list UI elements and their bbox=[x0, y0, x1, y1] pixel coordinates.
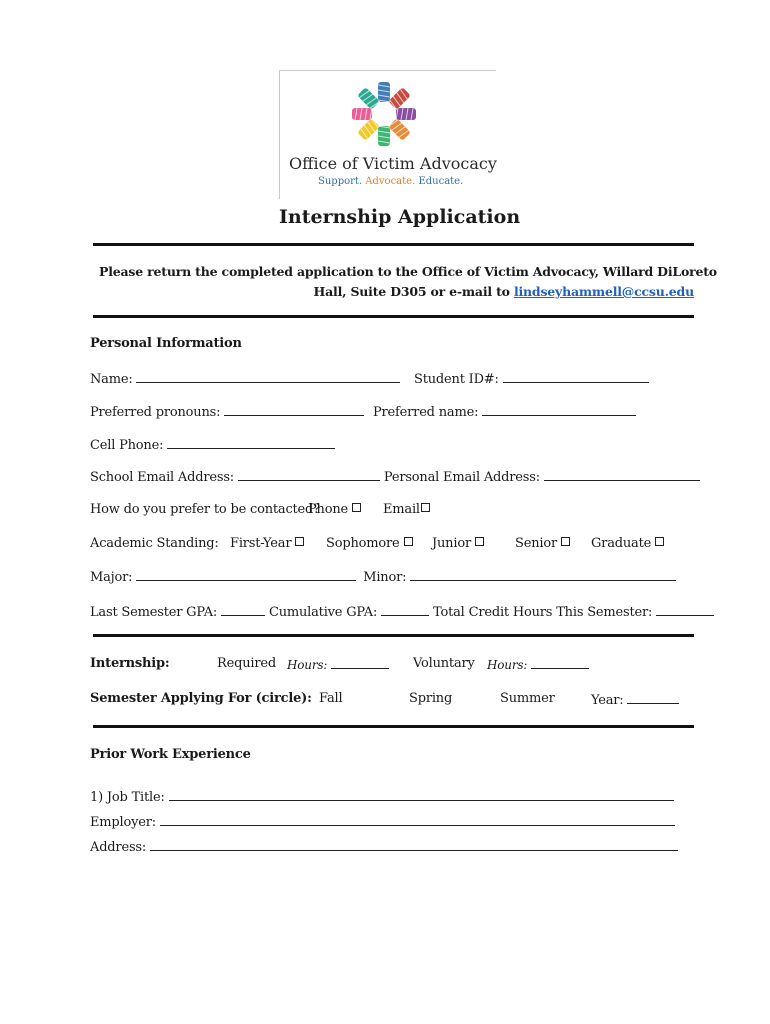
job-title-field[interactable] bbox=[169, 788, 674, 801]
credits-label: Total Credit Hours This Semester: bbox=[433, 605, 653, 620]
cum-gpa-field[interactable] bbox=[381, 603, 429, 616]
preferred-name-label: Preferred name: bbox=[373, 405, 479, 420]
sophomore-label: Sophomore bbox=[326, 536, 400, 551]
divider bbox=[93, 243, 694, 246]
school-email-label: School Email Address: bbox=[90, 470, 234, 485]
standing-option-junior[interactable] bbox=[432, 536, 484, 551]
job-title-label: 1) Job Title: bbox=[90, 790, 165, 805]
internship-label: Internship: bbox=[90, 656, 170, 671]
instructions-line-2 bbox=[314, 284, 694, 299]
logo-name: Office of Victim Advocacy bbox=[289, 154, 497, 173]
pronouns-label: Preferred pronouns: bbox=[90, 405, 221, 420]
standing-label: Academic Standing: bbox=[90, 536, 219, 551]
address-label: Address: bbox=[90, 840, 147, 855]
preferred-name-field[interactable] bbox=[482, 403, 636, 416]
semester-label: Semester Applying For (circle): bbox=[90, 691, 312, 706]
major-label: Major: bbox=[90, 570, 133, 585]
junior-checkbox[interactable] bbox=[475, 537, 484, 546]
student-id-field[interactable] bbox=[503, 370, 649, 383]
row-address bbox=[90, 838, 678, 855]
divider bbox=[93, 315, 694, 318]
row-contact bbox=[90, 502, 320, 517]
voluntary-hours-label: Hours: bbox=[487, 658, 528, 672]
first-year-checkbox[interactable] bbox=[295, 537, 304, 546]
required-hours-field[interactable] bbox=[331, 656, 389, 669]
semester-spring[interactable]: Spring bbox=[409, 691, 453, 706]
row-emails bbox=[90, 468, 700, 485]
semester-summer[interactable]: Summer bbox=[500, 691, 555, 706]
graduate-checkbox[interactable] bbox=[655, 537, 664, 546]
graduate-label: Graduate bbox=[591, 536, 652, 551]
school-email-field[interactable] bbox=[238, 468, 380, 481]
first-year-label: First-Year bbox=[230, 536, 292, 551]
address-field[interactable] bbox=[150, 838, 678, 851]
year-label: Year: bbox=[591, 693, 624, 708]
row-employer bbox=[90, 813, 675, 830]
contact-option-email[interactable] bbox=[383, 502, 430, 517]
personal-email-label: Personal Email Address: bbox=[383, 470, 540, 485]
junior-label: Junior bbox=[432, 536, 471, 551]
row-name bbox=[90, 370, 400, 387]
employer-field[interactable] bbox=[160, 813, 675, 826]
standing-option-first-year[interactable] bbox=[230, 536, 304, 551]
credits-field[interactable] bbox=[656, 603, 714, 616]
section-heading-personal: Personal Information bbox=[90, 336, 242, 351]
voluntary-hours-field[interactable] bbox=[531, 656, 589, 669]
contact-option-phone[interactable] bbox=[308, 502, 361, 517]
standing-option-graduate[interactable] bbox=[591, 536, 664, 551]
senior-label: Senior bbox=[515, 536, 557, 551]
tagline-educate: Educate. bbox=[418, 176, 464, 187]
minor-label: Minor: bbox=[363, 570, 407, 585]
email-option-label: Email bbox=[383, 502, 420, 517]
row-year bbox=[591, 691, 679, 708]
name-label: Name: bbox=[90, 372, 133, 387]
email-checkbox[interactable] bbox=[421, 503, 430, 512]
row-cell bbox=[90, 436, 335, 453]
logo-icon bbox=[350, 80, 418, 148]
senior-checkbox[interactable] bbox=[561, 537, 570, 546]
minor-field[interactable] bbox=[410, 568, 676, 581]
standing-option-senior[interactable] bbox=[515, 536, 570, 551]
page-title: Internship Application bbox=[279, 206, 521, 228]
row-job-title bbox=[90, 788, 674, 805]
phone-label: Phone bbox=[308, 502, 349, 517]
semester-fall[interactable]: Fall bbox=[319, 691, 343, 706]
tagline-support: Support. bbox=[318, 176, 363, 187]
student-id-label: Student ID#: bbox=[414, 372, 499, 387]
employer-label: Employer: bbox=[90, 815, 156, 830]
divider bbox=[93, 725, 694, 728]
row-pronouns bbox=[90, 403, 364, 420]
tagline-advocate: Advocate. bbox=[365, 176, 416, 187]
logo-tagline bbox=[318, 176, 463, 187]
section-heading-work: Prior Work Experience bbox=[90, 747, 251, 762]
major-field[interactable] bbox=[136, 568, 356, 581]
sophomore-checkbox[interactable] bbox=[404, 537, 413, 546]
divider bbox=[93, 634, 694, 637]
cum-gpa-label: Cumulative GPA: bbox=[268, 605, 378, 620]
cell-field[interactable] bbox=[167, 436, 335, 449]
email-link[interactable]: lindseyhammell@ccsu.edu bbox=[513, 284, 694, 299]
voluntary-label: Voluntary bbox=[413, 656, 475, 671]
pronouns-field[interactable] bbox=[224, 403, 364, 416]
voluntary-hours bbox=[487, 656, 589, 673]
last-gpa-field[interactable] bbox=[221, 603, 265, 616]
instructions-prefix: Hall, Suite D305 or e-mail to bbox=[313, 284, 514, 299]
cell-label: Cell Phone: bbox=[90, 438, 164, 453]
year-field[interactable] bbox=[627, 691, 679, 704]
row-student-id bbox=[414, 370, 649, 387]
instructions-line-1: Please return the completed application to the Office of Victim Advocacy, Willard DiLoreto bbox=[99, 264, 717, 279]
required-label: Required bbox=[217, 656, 276, 671]
row-preferred-name bbox=[373, 403, 636, 420]
row-major-minor bbox=[90, 568, 676, 585]
required-hours-label: Hours: bbox=[287, 658, 328, 672]
phone-checkbox[interactable] bbox=[352, 503, 361, 512]
name-field[interactable] bbox=[136, 370, 400, 383]
personal-email-field[interactable] bbox=[544, 468, 700, 481]
contact-label: How do you prefer to be contacted? bbox=[90, 502, 320, 517]
last-gpa-label: Last Semester GPA: bbox=[90, 605, 218, 620]
required-hours bbox=[287, 656, 389, 673]
standing-option-sophomore[interactable] bbox=[326, 536, 413, 551]
row-gpa bbox=[90, 603, 714, 620]
